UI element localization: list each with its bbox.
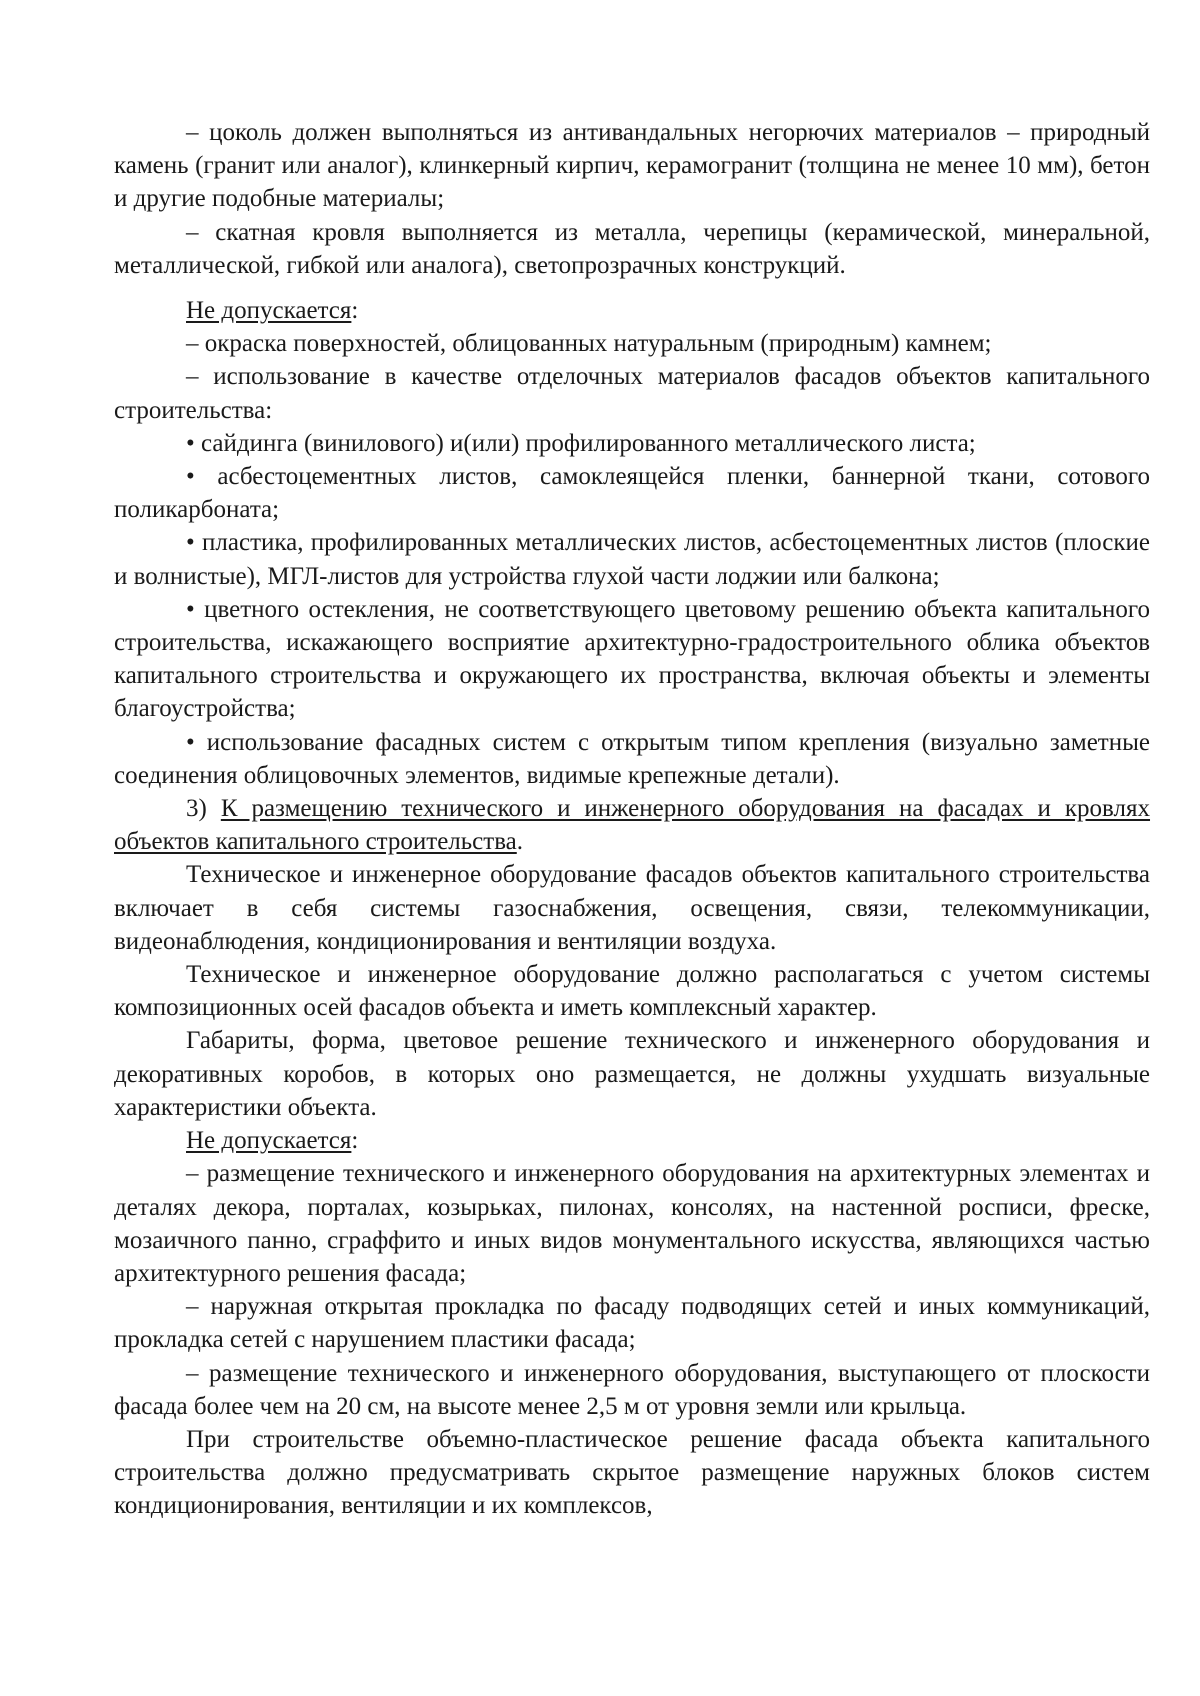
paragraph-stone-painting: – окраска поверхностей, облицованных натуральным (природным) камнем; bbox=[186, 330, 992, 358]
section-3-number: 3) bbox=[186, 795, 221, 823]
paragraph-plinth: – цоколь должен выполняться из антивандальных негорючих материалов – природный камень (гранит или аналог), клинкерный кирпич, керамогранит (толщина не менее 10 мм), бетон и другие подобные материалы; bbox=[114, 119, 1150, 213]
heading-not-allowed-1-text: Не допускается bbox=[186, 297, 352, 325]
paragraph-protrusion: – размещение технического и инженерного оборудования, выступающего от плоскости фасада более чем на 20 см, на высоте менее 2,5 м от уровня земли или крыльца. bbox=[114, 1359, 1150, 1420]
bullet-siding: • сайдинга (винилового) и(или) профилированного металлического листа; bbox=[186, 429, 976, 457]
paragraph-equipment-includes: Техническое и инженерное оборудование фасадов объектов капитального строительства включает в себя системы газоснабжения, освещения, связи, телекоммуникации, видеонаблюдения, кондиционирования и вентиляции воздуха. bbox=[114, 861, 1150, 955]
heading-not-allowed-2 bbox=[114, 1124, 1150, 1157]
heading-not-allowed-1-colon: : bbox=[351, 297, 359, 325]
paragraph-equipment-placement: Техническое и инженерное оборудование должно располагаться с учетом системы композиционных осей фасадов объекта и иметь комплексный характер. bbox=[114, 961, 1150, 1022]
paragraph-dimensions: Габариты, форма, цветовое решение технического и инженерного оборудования и декоративных коробов, в которых оно размещается, не должны ухудшать визуальные характеристики объекта. bbox=[114, 1027, 1150, 1121]
heading-not-allowed-2-text: Не допускается bbox=[186, 1127, 352, 1155]
paragraph-finishing-materials: – использование в качестве отделочных материалов фасадов объектов капитального строительства: bbox=[114, 363, 1150, 424]
heading-not-allowed-2-colon: : bbox=[351, 1127, 359, 1155]
paragraph-open-wiring: – наружная открытая прокладка по фасаду подводящих сетей и иных коммуникаций, прокладка сетей с нарушением пластики фасада; bbox=[114, 1293, 1150, 1354]
paragraph-roof: – скатная кровля выполняется из металла, черепицы (керамической, минеральной, металлической, гибкой или аналога), светопрозрачных конструкций. bbox=[114, 218, 1150, 279]
bullet-colored-glazing: • цветного остекления, не соответствующего цветовому решению объекта капитального строительства, искажающего восприятие архитектурно-градостроительного облика объектов капитального строительства и окружающего их пространства, включая объекты и элементы благоустройства; bbox=[114, 595, 1150, 723]
paragraph-hidden-placement: При строительстве объемно-пластическое решение фасада объекта капитального строительства должно предусматривать скрытое размещение наружных блоков систем кондиционирования, вентиляции и их комплексов, bbox=[114, 1425, 1150, 1520]
section-3-period: . bbox=[516, 828, 524, 856]
bullet-plastic: • пластика, профилированных металлических листов, асбестоцементных листов (плоские и волнистые), МГЛ-листов для устройства глухой части лоджии или балкона; bbox=[114, 529, 1150, 590]
document-text bbox=[114, 116, 1150, 1523]
bullet-facade-systems: • использование фасадных систем с открытым типом крепления (визуально заметные соединения облицовочных элементов, видимые крепежные детали). bbox=[114, 728, 1150, 789]
heading-not-allowed-1 bbox=[114, 294, 1150, 327]
section-3-title: К размещению технического и инженерного оборудования на фасадах и кровлях объектов капитального строительства bbox=[114, 795, 1151, 856]
bullet-asbestos-sheets: • асбестоцементных листов, самоклеящейся пленки, баннерной ткани, сотового поликарбоната; bbox=[114, 463, 1150, 524]
section-3-heading bbox=[114, 792, 1150, 858]
paragraph-decor-placement: – размещение технического и инженерного оборудования на архитектурных элементах и деталях декора, порталах, козырьках, пилонах, консолях, на настенной росписи, фреске, мозаичного панно, сграффито и иных видов монументального искусства, являющихся частью архитектурного решения фасада; bbox=[114, 1160, 1150, 1287]
